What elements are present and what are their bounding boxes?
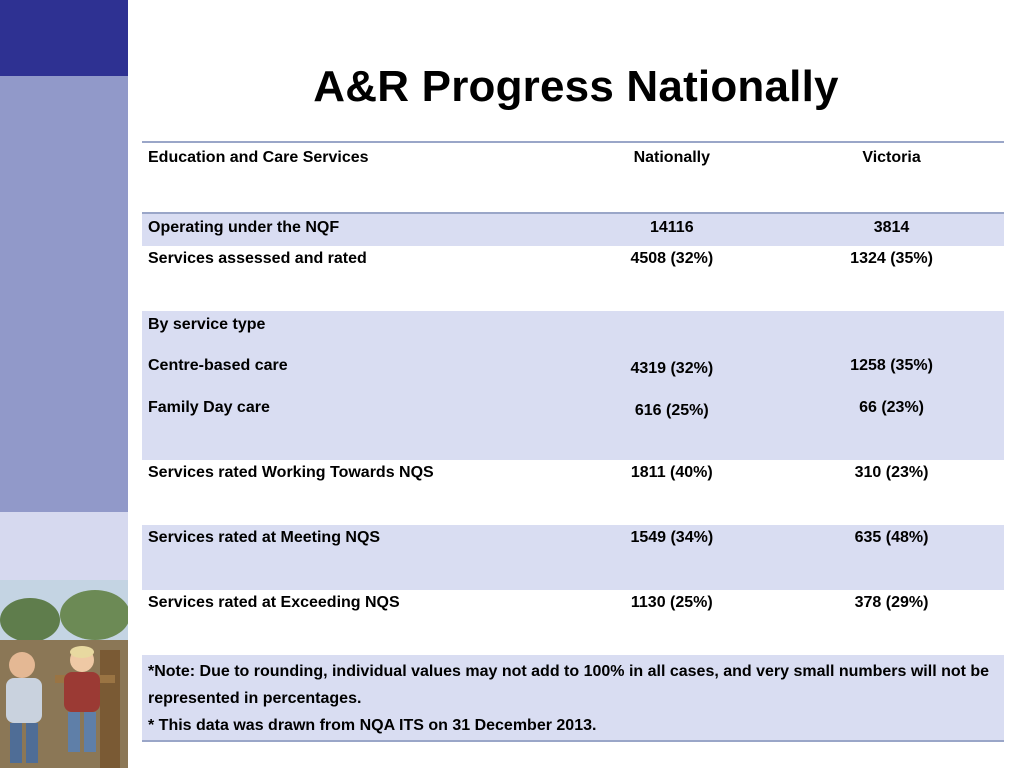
- centre-based-victoria-value: 1258 (35%): [850, 357, 933, 374]
- table-row: [142, 213, 1004, 246]
- centre-based-label: Centre-based care: [148, 357, 288, 374]
- children-photo-image: [0, 580, 128, 768]
- slide-title: A&R Progress Nationally: [313, 62, 839, 111]
- row-national-value: 4508 (32%): [630, 250, 714, 267]
- table-header-row: [142, 142, 1004, 213]
- rounding-note: *Note: Due to rounding, individual values may not add to 100% in all cases, and very small numbers will not be represented in percentages.: [148, 663, 990, 707]
- header-nationally: Nationally: [565, 142, 780, 213]
- row-national-value: 1811 (40%): [630, 464, 713, 481]
- centre-based-national-value: 4319 (32%): [630, 360, 714, 377]
- family-day-label: Family Day care: [148, 399, 270, 416]
- row-national-value: 1549 (34%): [565, 525, 780, 590]
- header-victoria: Victoria: [779, 142, 1004, 213]
- row-victoria-value: 3814: [779, 213, 1004, 246]
- row-national-value: 1130 (25%): [630, 594, 713, 611]
- family-day-victoria-value: 66 (23%): [859, 399, 924, 416]
- row-label: Services assessed and rated: [148, 250, 367, 267]
- services-table: [142, 141, 1004, 742]
- data-source-note: * This data was drawn from NQA ITS on 31 December 2013.: [148, 717, 597, 734]
- table-row: [142, 246, 1004, 311]
- sidebar-photo: [0, 580, 128, 768]
- row-label: Services rated at Exceeding NQS: [148, 594, 400, 611]
- row-victoria-value: 635 (48%): [779, 525, 1004, 590]
- sidebar-accent-dark: [0, 0, 128, 76]
- table-row: [142, 590, 1004, 655]
- table-row: [142, 525, 1004, 590]
- row-victoria-value: 310 (23%): [854, 464, 929, 481]
- family-day-national-value: 616 (25%): [634, 402, 709, 419]
- notes-row: [142, 655, 1004, 741]
- by-type-heading: By service type: [148, 316, 266, 333]
- table-row-by-service-type: [142, 311, 1004, 460]
- header-label: Education and Care Services: [142, 142, 565, 213]
- row-label: Operating under the NQF: [142, 213, 565, 246]
- sidebar-accent-mid: [0, 76, 128, 512]
- row-label: Services rated Working Towards NQS: [148, 464, 434, 481]
- sidebar-accent-light: [0, 512, 128, 580]
- row-victoria-value: 1324 (35%): [850, 250, 933, 267]
- row-victoria-value: 378 (29%): [854, 594, 929, 611]
- row-label: Services rated at Meeting NQS: [142, 525, 565, 590]
- row-national-value: 14116: [565, 213, 780, 246]
- table-row: [142, 460, 1004, 525]
